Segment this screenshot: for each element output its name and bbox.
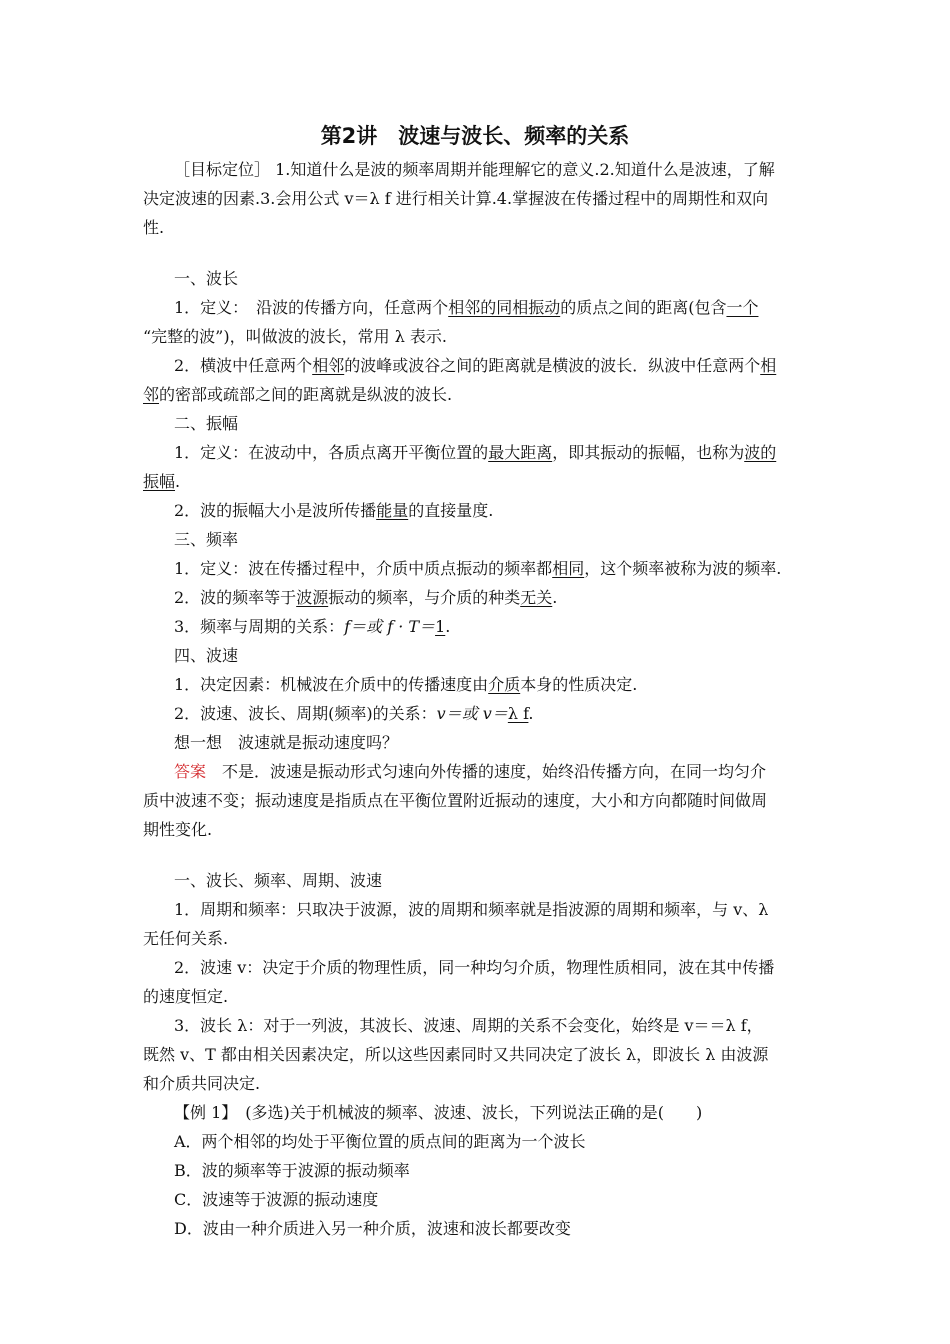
fill-answer: 相 [760,356,777,375]
fill-answer: 相邻的同相振动 [448,298,561,317]
paragraph: 和介质共同决定. [143,1074,261,1093]
paragraph: 3．频率与周期的关系：f＝或 f · T＝1. [174,617,451,636]
paragraph: 2．波速 v：决定于介质的物理性质，同一种均匀介质，物理性质相同，波在其中传播 [174,958,775,977]
paragraph: 2．波的频率等于波源振动的频率，与介质的种类无关. [174,588,558,607]
goal-line-2: 决定波速的因素.3.会用公式 v＝λ f 进行相关计算.4.掌握波在传播过程中的周期性和双向 [143,189,769,208]
fill-answer: 波源 [296,588,329,607]
option-d: D．波由一种介质进入另一种介质，波速和波长都要改变 [174,1219,571,1238]
think-question: 想一想 波速就是振动速度吗？ [174,733,399,752]
paragraph: 2．波的振幅大小是波所传播能量的直接量度. [174,501,494,520]
fill-answer: 一个 [726,298,759,317]
paragraph: 既然 v、T 都由相关因素决定，所以这些因素同时又共同决定了波长 λ，即波长 λ 由波源 [143,1045,769,1064]
section-heading-frequency: 三、频率 [174,530,239,549]
goal-line-1: ［目标定位］ 1.知道什么是波的频率周期并能理解它的意义.2.知道什么是波速，了解 [174,160,775,179]
fill-answer: 介质 [488,675,521,694]
answer-paragraph: 质中波速不变；振动速度是指质点在平衡位置附近振动的速度，大小和方向都随时间做周 [143,791,768,810]
answer-label: 答案 [174,762,207,781]
lesson-title: 第2讲 波速与波长、频率的关系 [320,124,630,148]
fill-answer: 1 [435,617,446,636]
paragraph: 1．定义：在波动中，各质点离开平衡位置的最大距离，即其振动的振幅，也称为波的 [174,443,777,462]
fill-answer: 邻 [143,385,160,404]
section-heading-wavelength: 一、波长 [174,269,239,288]
fill-answer: 波的 [744,443,777,462]
paragraph: 1．决定因素：机械波在介质中的传播速度由介质本身的性质决定. [174,675,638,694]
option-a: A．两个相邻的均处于平衡位置的质点间的距离为一个波长 [174,1132,586,1151]
section-heading-amplitude: 二、振幅 [174,414,239,433]
option-b: B．波的频率等于波源的振动频率 [174,1161,410,1180]
paragraph: 的速度恒定. [143,987,229,1006]
answer-paragraph: 期性变化. [143,820,213,839]
paragraph: 1．定义：波在传播过程中，介质中质点振动的频率都相同，这个频率被称为波的频率. [174,559,782,578]
example-question: 【例 1】 (多选)关于机械波的频率、波速、波长，下列说法正确的是( ) [174,1103,703,1122]
fill-answer: 振幅 [143,472,176,491]
section-heading-wave-speed: 四、波速 [174,646,239,665]
option-c: C．波速等于波源的振动速度 [174,1190,379,1209]
paragraph: 3．波长 λ：对于一列波，其波长、波速、周期的关系不会变化，始终是 v＝＝λ f， [174,1016,763,1035]
fill-answer: λ f [507,704,529,723]
paragraph: “完整的波”)，叫做波的波长，常用 λ 表示. [143,327,448,346]
paragraph: 1．周期和频率：只取决于波源，波的周期和频率就是指波源的周期和频率，与 v、λ [174,900,769,919]
paragraph: 邻的密部或疏部之间的距离就是纵波的波长. [143,385,453,404]
fill-answer: 无关 [520,588,553,607]
fill-answer: 能量 [376,501,409,520]
answer-paragraph: 答案 不是．波速是振动形式匀速向外传播的速度，始终沿传播方向，在同一均匀介 [174,762,767,781]
example-label: 【例 1】 [174,1103,230,1122]
paragraph: 1．定义： 沿波的传播方向，任意两个相邻的同相振动的质点之间的距离(包含一个 [174,298,759,317]
section-heading-relations: 一、波长、频率、周期、波速 [174,871,383,890]
fill-answer: 最大距离 [488,443,553,462]
goal-line-3: 性. [143,218,165,237]
fill-answer: 相邻 [312,356,345,375]
paragraph: 振幅. [143,472,181,491]
fill-answer: 相同 [552,559,585,578]
paragraph: 2．波速、波长、周期(频率)的关系：v＝或 v＝λ f. [174,704,534,723]
paragraph: 无任何关系. [143,929,229,948]
paragraph: 2．横波中任意两个相邻的波峰或波谷之间的距离就是横波的波长．纵波中任意两个相 [174,356,777,375]
